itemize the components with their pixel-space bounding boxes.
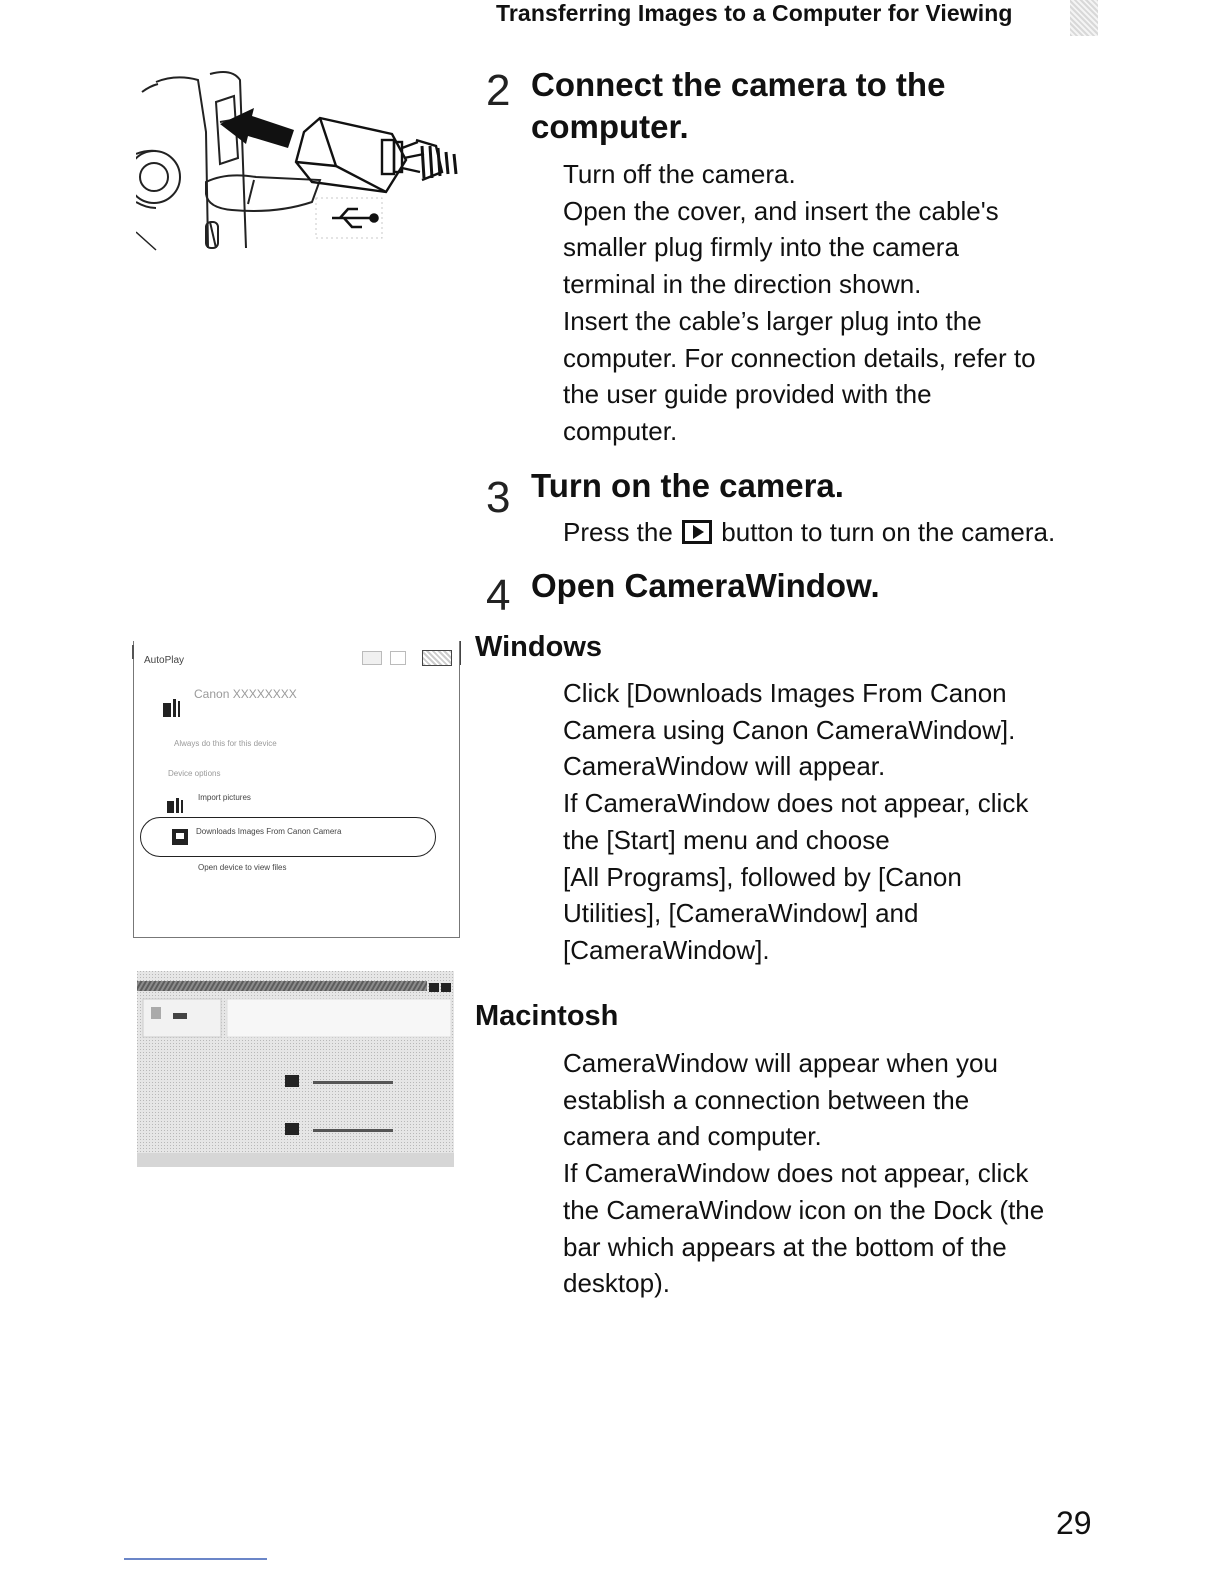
windows-body (563, 675, 1123, 969)
body-line: camera and computer. (563, 1121, 822, 1152)
step-3-title: Turn on the camera. (531, 467, 844, 504)
maximize-icon (390, 651, 406, 665)
body-line: If CameraWindow does not appear, click (563, 1158, 1029, 1189)
running-header: Transferring Images to a Computer for Viewing (496, 0, 1013, 26)
close-icon (422, 650, 452, 666)
body-line: smaller plug firmly into the camera (563, 232, 959, 263)
body-line: Open the cover, and insert the cable's (563, 195, 999, 226)
camerawindow-icon (168, 825, 192, 849)
body-line: Click [Downloads Images From Canon (563, 678, 1007, 708)
play-button-icon (682, 520, 712, 544)
body-line: desktop). (563, 1268, 670, 1299)
autoplay-dialog-screenshot (133, 641, 460, 938)
corner-tab (1070, 0, 1098, 36)
body-line: CameraWindow will appear when you (563, 1048, 998, 1078)
step-3-body (563, 514, 1055, 551)
step-2-title-line2: computer. (531, 108, 689, 145)
camera-cable-illustration (136, 62, 466, 262)
autoplay-title: AutoPlay (144, 655, 185, 666)
body-line: Utilities], [CameraWindow] and (563, 898, 919, 929)
windows-heading: Windows (475, 631, 603, 663)
body-line: the user guide provided with the (563, 379, 932, 410)
arrow-icon (220, 108, 294, 148)
body-line: computer. (563, 415, 678, 446)
body-line: [All Programs], followed by [Canon (563, 861, 962, 892)
body-line: the CameraWindow icon on the Dock (the (563, 1194, 1045, 1225)
body-line: [CameraWindow]. (563, 934, 770, 965)
step-3-number: 3 (486, 473, 511, 522)
open-device-option: Open device to view files (198, 863, 287, 872)
footer-rule (124, 1558, 267, 1560)
corner-mark (132, 645, 134, 659)
body-line: If CameraWindow does not appear, click (563, 788, 1029, 819)
body-line: Camera using Canon CameraWindow]. (563, 714, 1016, 745)
macintosh-heading: Macintosh (475, 1000, 619, 1032)
step-2-body (563, 156, 1123, 450)
body-line: terminal in the direction shown. (563, 269, 922, 300)
minimize-icon (362, 651, 382, 665)
body-line: Insert the cable’s larger plug into the (563, 305, 982, 336)
step-2-number: 2 (486, 66, 511, 115)
step-3-text-before: Press the (563, 517, 673, 547)
always-do-checkbox: Always do this for this device (174, 739, 277, 748)
macintosh-body (563, 1045, 1123, 1302)
camerawindow-screenshot (137, 971, 454, 1167)
device-options-label: Device options (168, 769, 221, 778)
body-line: computer. For connection details, refer to (563, 342, 1036, 373)
body-line: the [Start] menu and choose (563, 824, 890, 855)
body-line: CameraWindow will appear. (563, 751, 886, 782)
step-4-title: Open CameraWindow. (531, 567, 880, 604)
page-number: 29 (1056, 1505, 1092, 1541)
body-line: establish a connection between the (563, 1084, 970, 1115)
body-line: bar which appears at the bottom of the (563, 1231, 1007, 1262)
camera-device-icon (160, 695, 186, 719)
dialog-edge (460, 641, 461, 665)
import-pictures-option: Import pictures (198, 793, 251, 802)
step-2-title-line1: Connect the camera to the (531, 66, 946, 103)
import-pictures-icon (164, 795, 188, 815)
step-3-text-after: button to turn on the camera. (721, 517, 1056, 547)
body-line: Turn off the camera. (563, 159, 796, 189)
step-4-number: 4 (486, 571, 511, 620)
device-name: Canon XXXXXXXX (194, 687, 297, 701)
download-images-option: Downloads Images From Canon Camera (196, 827, 342, 836)
